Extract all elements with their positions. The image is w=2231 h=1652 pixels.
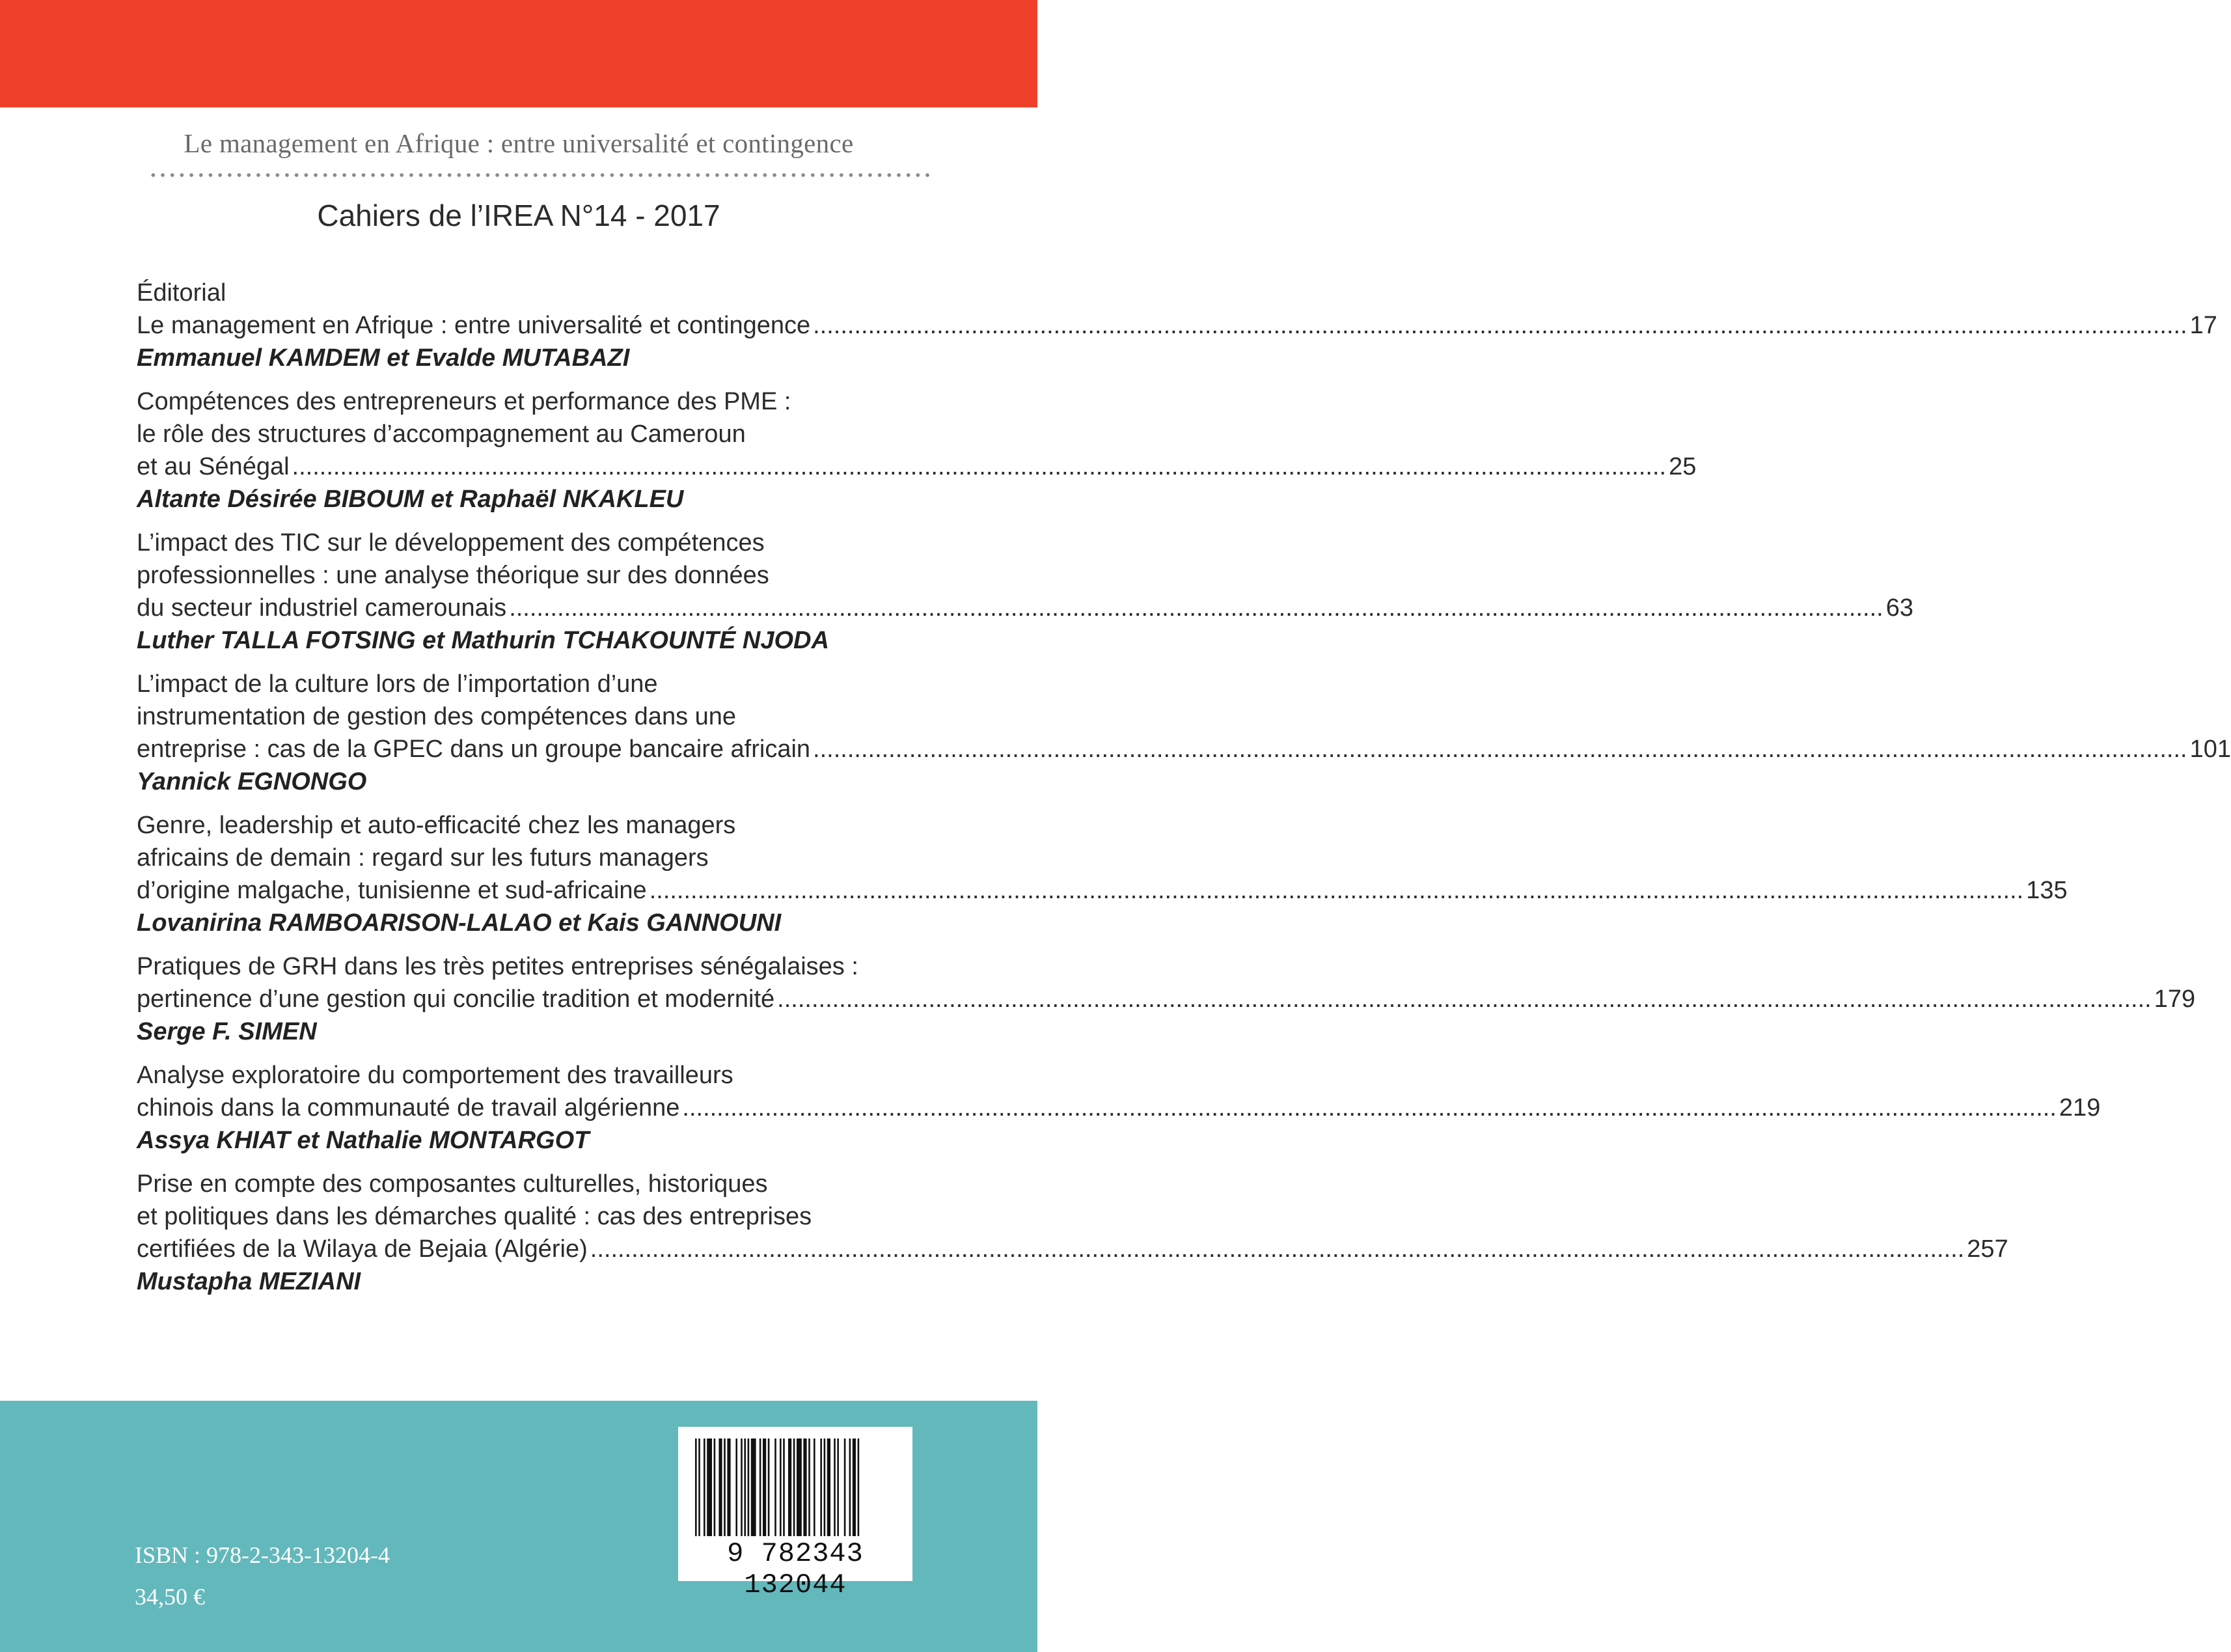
dot-leader: ........................................................................................................................................................................................................	[509, 594, 1883, 622]
barcode-digits: 9 782343 132044	[727, 1538, 864, 1601]
dot-leader: ........................................................................................................................................................................................................	[682, 1094, 2057, 1122]
toc-entry	[137, 527, 1913, 657]
toc-entry-title-line: L’impact des TIC sur le développement des compétences	[137, 529, 765, 557]
toc-entry-title-line: et politiques dans les démarches qualité : cas des entreprises	[137, 1203, 812, 1230]
series-title: Le management en Afrique : entre universalité et contingence	[184, 128, 854, 158]
toc-entry-title-last-line	[137, 874, 2068, 907]
toc-entry-title-line: instrumentation de gestion des compétences dans une	[137, 703, 737, 730]
toc-entry-title-last-line	[137, 1233, 2008, 1265]
toc-entry-title-line: africains de demain : regard sur les futurs managers	[137, 844, 709, 872]
toc-entry-authors: Luther TALLA FOTSING et Mathurin TCHAKOUNTÉ NJODA	[137, 627, 829, 654]
toc-entry-title-line: Compétences des entrepreneurs et performance des PME :	[137, 388, 791, 415]
toc-entry-title-line: Genre, leadership et auto-efficacité chez les managers	[137, 812, 736, 839]
toc-entry-title-text: et au Sénégal	[137, 453, 290, 480]
toc-entry-title-text: Le management en Afrique : entre universalité et contingence	[137, 312, 811, 339]
toc-entry	[137, 309, 2217, 374]
issue-title: Cahiers de l’IREA N°14 - 2017	[317, 199, 720, 232]
toc-heading: Éditorial	[137, 279, 226, 307]
barcode-bars	[692, 1439, 898, 1541]
table-of-contents	[137, 277, 2231, 1309]
toc-entry-authors: Assya KHIAT et Nathalie MONTARGOT	[137, 1127, 590, 1154]
isbn-text: ISBN : 978-2-343-13204-4	[135, 1542, 390, 1568]
toc-entry-title-text: pertinence d’une gestion qui concilie tradition et modernité	[137, 985, 775, 1013]
dot-leader: ........................................................................................................................................................................................................	[813, 312, 2187, 339]
toc-page-number: 179	[2154, 985, 2196, 1013]
toc-entry-title-text: certifiées de la Wilaya de Bejaia (Algérie)	[137, 1235, 588, 1263]
toc-entry-title-line: Pratiques de GRH dans les très petites entreprises sénégalaises :	[137, 953, 858, 980]
toc-entry-authors: Altante Désirée BIBOUM et Raphaël NKAKLEU	[137, 486, 684, 513]
toc-page-number: 257	[1967, 1235, 2008, 1263]
toc-entry	[137, 1059, 2101, 1157]
toc-entry	[137, 809, 2068, 939]
barcode	[678, 1427, 912, 1601]
price-text: 34,50 €	[135, 1584, 205, 1610]
toc-entry	[137, 1168, 2008, 1298]
toc-entry	[137, 950, 2196, 1048]
toc-entry-title-last-line	[137, 450, 1697, 483]
dot-leader: ........................................................................................................................................................................................................	[590, 1235, 1965, 1263]
toc-entry-authors: Emmanuel KAMDEM et Evalde MUTABAZI	[137, 344, 630, 372]
toc-entry-title-text: entreprise : cas de la GPEC dans un groupe bancaire africain	[137, 736, 811, 763]
toc-entry-title-last-line	[137, 983, 2196, 1015]
toc-entry	[137, 385, 1697, 516]
toc-page-number: 17	[2189, 312, 2217, 339]
toc-entry-title-line: L’impact de la culture lors de l’importation d’une	[137, 670, 658, 698]
toc-entry-title-text: chinois dans la communauté de travail algérienne	[137, 1094, 680, 1122]
dot-leader: ........................................................................................................................................................................................................	[813, 736, 2187, 763]
toc-page-number: 25	[1669, 453, 1697, 480]
top-color-band	[0, 0, 1037, 107]
toc-entry-title-last-line	[137, 309, 2217, 342]
toc-page-number: 101	[2189, 736, 2231, 763]
dot-leader: ........................................................................................................................................................................................................	[292, 453, 1667, 480]
toc-page-number: 135	[2026, 877, 2068, 904]
toc-entry-authors: Mustapha MEZIANI	[137, 1268, 361, 1295]
toc-entry-title-line: le rôle des structures d’accompagnement au Cameroun	[137, 420, 746, 448]
toc-entry-title-line: professionnelles : une analyse théorique sur des données	[137, 562, 769, 589]
toc-page-number: 219	[2059, 1094, 2101, 1122]
toc-entry-title-text: du secteur industriel camerounais	[137, 594, 507, 622]
toc-entry-title-line: Analyse exploratoire du comportement des travailleurs	[137, 1062, 733, 1089]
dot-leader: ........................................................................................................................................................................................................	[649, 877, 2024, 904]
toc-entry-title-text: d’origine malgache, tunisienne et sud-africaine	[137, 877, 647, 904]
toc-entry-title-last-line	[137, 733, 2231, 765]
toc-entry-authors: Yannick EGNONGO	[137, 768, 367, 795]
toc-entry	[137, 668, 2231, 798]
toc-page-number: 63	[1885, 594, 1913, 622]
toc-entries	[137, 309, 2231, 1298]
toc-entry-title-last-line	[137, 592, 1913, 624]
toc-entry-title-line: Prise en compte des composantes culturelles, historiques	[137, 1170, 768, 1198]
toc-entry-title-last-line	[137, 1092, 2101, 1124]
dotted-divider	[148, 171, 933, 180]
toc-entry-authors: Lovanirina RAMBOARISON-LALAO et Kais GANNOUNI	[137, 909, 782, 937]
dot-leader: ........................................................................................................................................................................................................	[777, 985, 2152, 1013]
toc-entry-authors: Serge F. SIMEN	[137, 1018, 317, 1045]
